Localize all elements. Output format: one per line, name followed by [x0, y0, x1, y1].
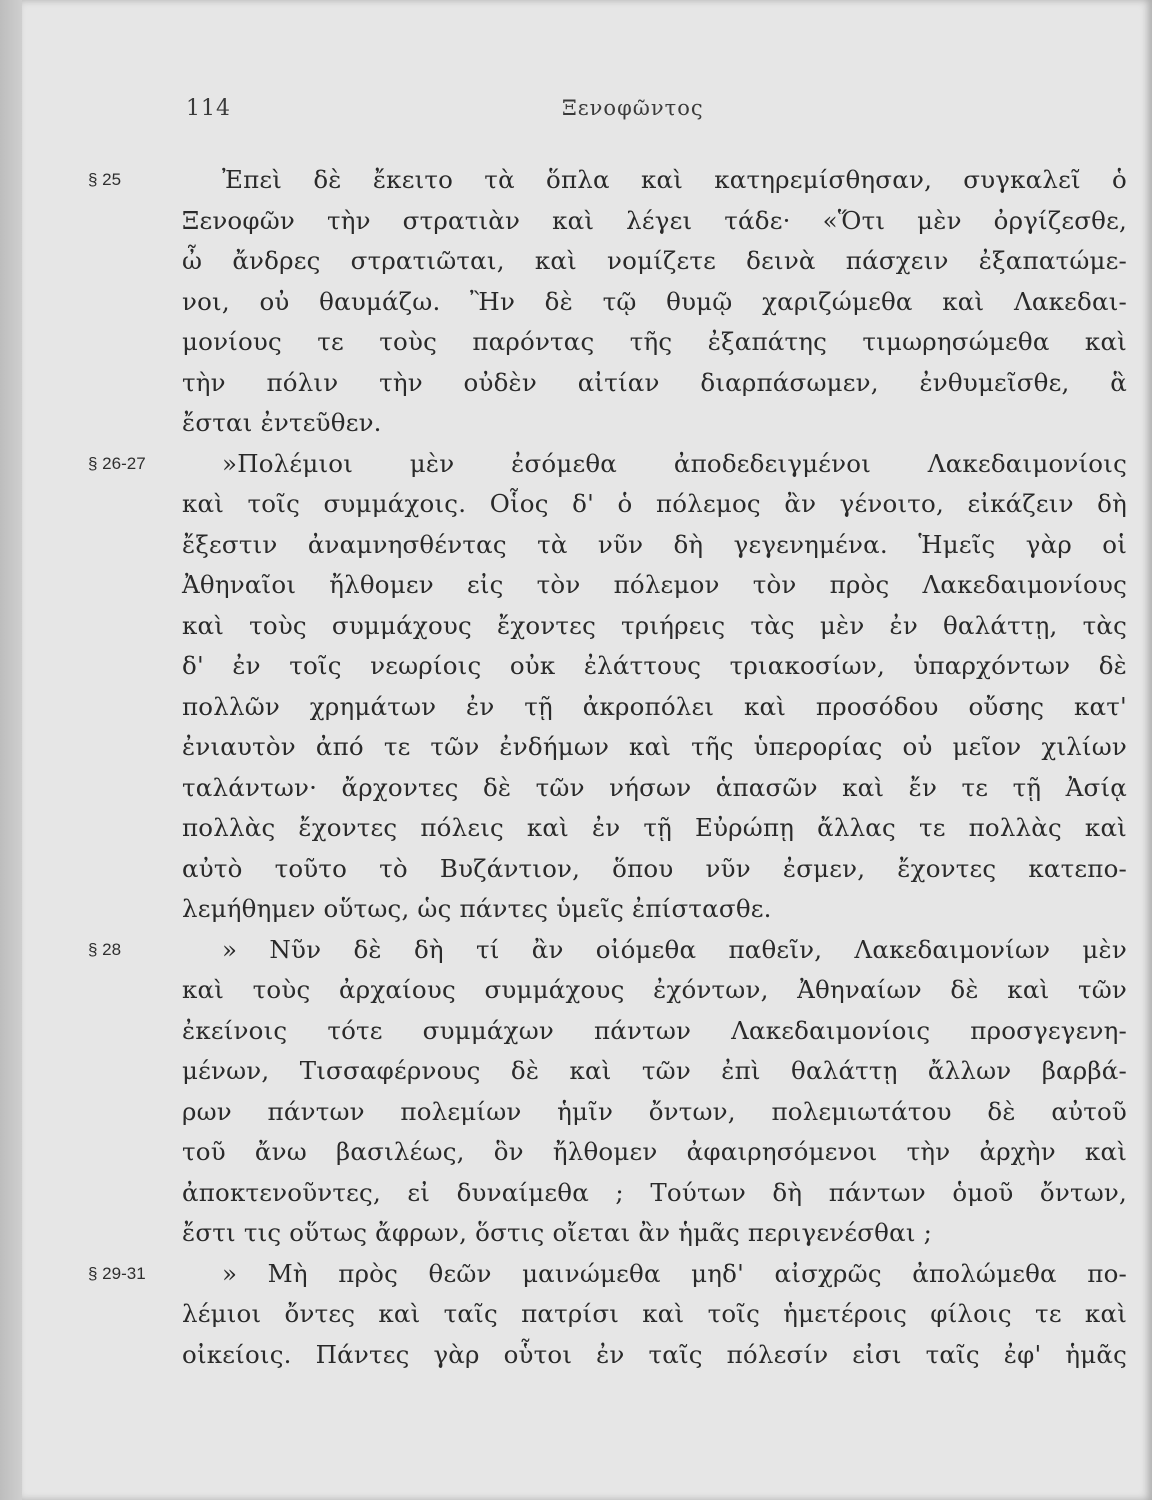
page-header	[22, 96, 1152, 136]
text-line: ὦ ἄνδρες στρατιῶται, καὶ νομίζετε δεινὰ πάσχειν ἐξαπατώμε-	[182, 246, 1127, 275]
text-line: Ἀθηναῖοι ἤλθομεν εἰς τὸν πόλεμον τὸν πρὸς Λακεδαιμονίους	[182, 570, 1127, 599]
text-line: τὴν πόλιν τὴν οὐδὲν αἰτίαν διαρπάσωμεν, ἐνθυμεῖσθε, ἃ	[182, 367, 1127, 397]
section-marker: § 26-27	[88, 453, 146, 473]
text-line: ρων πάντων πολεμίων ἡμῖν ὄντων, πολεμιωτάτου δὲ αὐτοῦ	[182, 1096, 1127, 1126]
text-line: ἐκείνοις τότε συμμάχων πάντων Λακεδαιμονίοις προσγεγενη-	[182, 1015, 1127, 1045]
text-line: ἔξεστιν ἀναμνησθέντας τὰ νῦν δὴ γεγενημένα. Ἡμεῖς γὰρ οἱ	[182, 529, 1127, 559]
section-25	[22, 160, 1152, 444]
page-body	[22, 160, 1152, 1375]
text-line: τοῦ ἄνω βασιλέως, ὃν ἤλθομεν ἀφαιρησόμενοι τὴν ἀρχὴν καὶ	[182, 1137, 1127, 1166]
text-line: μονίους τε τοὺς παρόντας τῆς ἐξαπάτης τιμωρησώμεθα καὶ	[182, 327, 1127, 356]
text-line: Ξενοφῶν τὴν στρατιὰν καὶ λέγει τάδε· «Ὅτι μὲν ὀργίζεσθε,	[182, 205, 1127, 235]
running-title: Ξενοφῶντος	[562, 96, 704, 120]
text-line: »Πολέμιοι μὲν ἐσόμεθα ἀποδεδειγμένοι Λακεδαιμονίοις	[222, 448, 1127, 478]
page-number: 114	[186, 96, 231, 121]
text-line: μένων, Τισσαφέρνους δὲ καὶ τῶν ἐπὶ θαλάττῃ ἄλλων βαρβά-	[182, 1056, 1127, 1085]
text-line: νοι, οὐ θαυμάζω. Ἢν δὲ τῷ θυμῷ χαριζώμεθα καὶ Λακεδαι-	[182, 286, 1127, 316]
section-marker: § 25	[88, 170, 122, 189]
text-line: καὶ τοὺς συμμάχους ἔχοντες τριήρεις τὰς μὲν ἐν θαλάττῃ, τὰς	[182, 610, 1127, 640]
section-28	[22, 930, 1152, 1254]
text-line: » Μὴ πρὸς θεῶν μαινώμεθα μηδ' αἰσχρῶς ἀπολώμεθα πο-	[222, 1258, 1127, 1288]
book-page	[22, 0, 1152, 1500]
text-line: πολλῶν χρημάτων ἐν τῇ ἀκροπόλει καὶ προσόδου οὔσης κατ'	[182, 691, 1127, 721]
text-line: αὐτὸ τοῦτο τὸ Βυζάντιον, ὅπου νῦν ἐσμεν, ἔχοντες κατεπο-	[182, 853, 1127, 883]
text-line: καὶ τοὺς ἀρχαίους συμμάχους ἐχόντων, Ἀθηναίων δὲ καὶ τῶν	[182, 975, 1127, 1004]
text-line: λεμήθημεν οὕτως, ὡς πάντες ὑμεῖς ἐπίστασθε.	[182, 894, 772, 923]
text-line: ἔσται ἐντεῦθεν.	[182, 408, 382, 437]
text-line: ἔστι τις οὕτως ἄφρων, ὅστις οἴεται ἂν ἡμᾶς περιγενέσθαι ;	[182, 1218, 933, 1247]
text-line: ἐνιαυτὸν ἀπό τε τῶν ἐνδήμων καὶ τῆς ὑπερορίας οὐ μεῖον χιλίων	[182, 732, 1127, 761]
text-line: καὶ τοῖς συμμάχοις. Οἷος δ' ὁ πόλεμος ἂν γένοιτο, εἰκάζειν δὴ	[182, 489, 1127, 518]
text-line: ταλάντων· ἄρχοντες δὲ τῶν νήσων ἁπασῶν καὶ ἔν τε τῇ Ἀσίᾳ	[182, 772, 1127, 802]
section-29-31	[22, 1254, 1152, 1376]
text-line: οἰκείοις. Πάντες γὰρ οὗτοι ἐν ταῖς πόλεσίν εἰσι ταῖς ἐφ' ἡμᾶς	[182, 1339, 1127, 1369]
text-line: λέμιοι ὄντες καὶ ταῖς πατρίσι καὶ τοῖς ἡμετέροις φίλοις τε καὶ	[182, 1299, 1127, 1328]
text-line: » Νῦν δὲ δὴ τί ἂν οἰόμεθα παθεῖν, Λακεδαιμονίων μὲν	[222, 934, 1127, 964]
text-line: δ' ἐν τοῖς νεωρίοις οὐκ ἐλάττους τριακοσίων, ὑπαρχόντων δὲ	[182, 651, 1127, 680]
page-binding-edge	[0, 0, 22, 1500]
text-line: Ἐπεὶ δὲ ἔκειτο τὰ ὅπλα καὶ κατηρεμίσθησαν, συγκαλεῖ ὁ	[222, 165, 1127, 194]
text-line: ἀποκτενοῦντες, εἰ δυναίμεθα ; Τούτων δὴ πάντων ὁμοῦ ὄντων,	[182, 1177, 1127, 1207]
section-26-27	[22, 444, 1152, 930]
text-line: πολλὰς ἔχοντες πόλεις καὶ ἐν τῇ Εὐρώπῃ ἄλλας τε πολλὰς καὶ	[182, 813, 1127, 842]
section-marker: § 29-31	[88, 1263, 146, 1283]
section-marker: § 28	[88, 939, 122, 959]
